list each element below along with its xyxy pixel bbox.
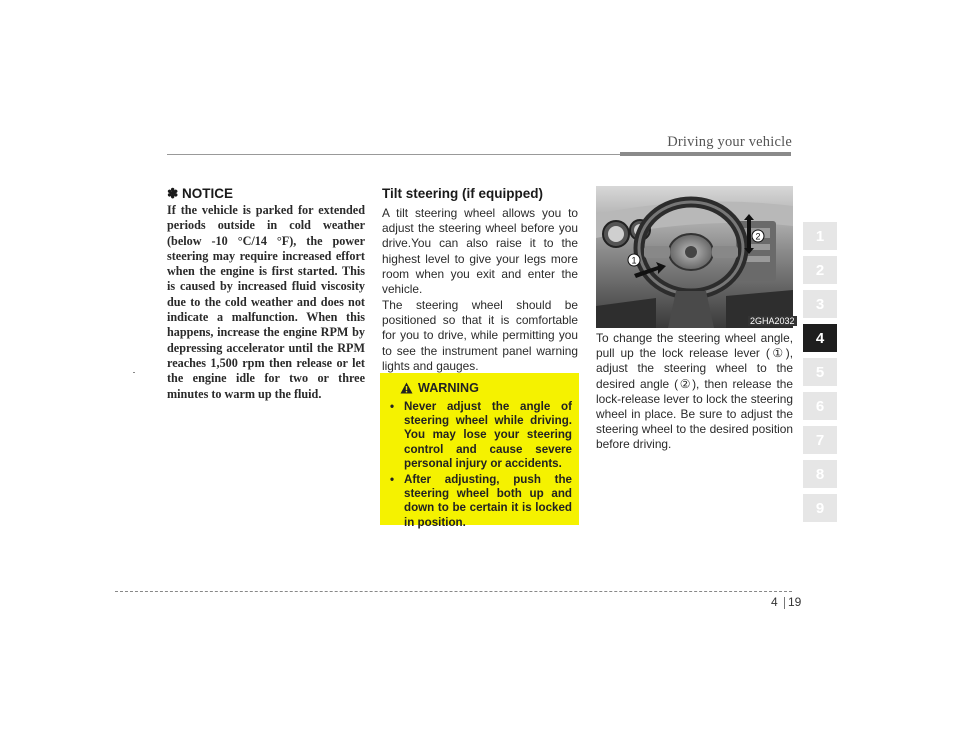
- warning-box: [380, 373, 579, 529]
- warning-title: WARNING: [418, 381, 479, 395]
- tilt-paragraph-1: A tilt steering wheel allows you to adjust the steering wheel before you drive.You can also raise it to the highest level to give your legs more room when you exit and enter the vehicle.: [382, 206, 578, 297]
- tilt-paragraph-2: The steering wheel should be positioned so that it is comfortable for you to drive, while permitting you to see the instrument panel warning lights and gauges.: [382, 298, 578, 373]
- warning-list: [388, 400, 572, 530]
- instructions-paragraph: To change the steering wheel angle, pull up the lock release lever (①), adjust the steering wheel to the desired angle (②), then release the lock-release lever to lock the steering wheel in place. Be sure to adjust the steering wheel to the desired position before driving.: [596, 331, 793, 452]
- running-header: Driving your vehicle: [667, 134, 792, 150]
- warning-item: • Never adjust the angle of steering wheel while driving. You may lose your steering control and cause severe personal injury or accidents.: [390, 400, 572, 470]
- chapter-tab-7[interactable]: 7: [803, 426, 837, 454]
- header-bar: [620, 152, 791, 156]
- chapter-tab-1[interactable]: 1: [803, 222, 837, 250]
- chapter-tab-5[interactable]: 5: [803, 358, 837, 386]
- steering-wheel-photo: [596, 186, 793, 328]
- chapter-tab-3[interactable]: 3: [803, 290, 837, 318]
- warning-triangle-icon: [400, 382, 413, 394]
- callout-2: 2: [755, 231, 761, 242]
- chapter-tab-9[interactable]: 9: [803, 494, 837, 522]
- section-title: Tilt steering (if equipped): [382, 186, 544, 201]
- footer-page-number: 19: [788, 595, 802, 609]
- figure-code: 2GHA2032: [750, 316, 795, 326]
- page-mark: [133, 372, 135, 373]
- callout-1: 1: [631, 255, 637, 266]
- chapter-tab-4-active[interactable]: 4: [803, 324, 837, 352]
- notice-heading: ✽ NOTICE: [167, 186, 234, 201]
- warning-item: • After adjusting, push the steering wheel both up and down to be certain it is locked in position.: [390, 473, 572, 529]
- chapter-tab-6[interactable]: 6: [803, 392, 837, 420]
- notice-body: If the vehicle is parked for extended periods outside in cold weather (below -10 °C/14 °F), the power steering may require increased effort when the engine is first started. This is caused by increased fluid viscosity due to the cold weather and does not indicate a malfunction. When this happens, increase the engine RPM by depressing accelerator until the RPM reaches 1,500 rpm then release or let the engine idle for two or three minutes to warm up the fluid.: [167, 203, 365, 401]
- footer-chapter-number: 4: [771, 595, 778, 609]
- footer-rule: [115, 591, 792, 592]
- chapter-tab-2[interactable]: 2: [803, 256, 837, 284]
- warning-header: [400, 381, 572, 395]
- chapter-tab-8[interactable]: 8: [803, 460, 837, 488]
- footer-separator: [784, 597, 785, 609]
